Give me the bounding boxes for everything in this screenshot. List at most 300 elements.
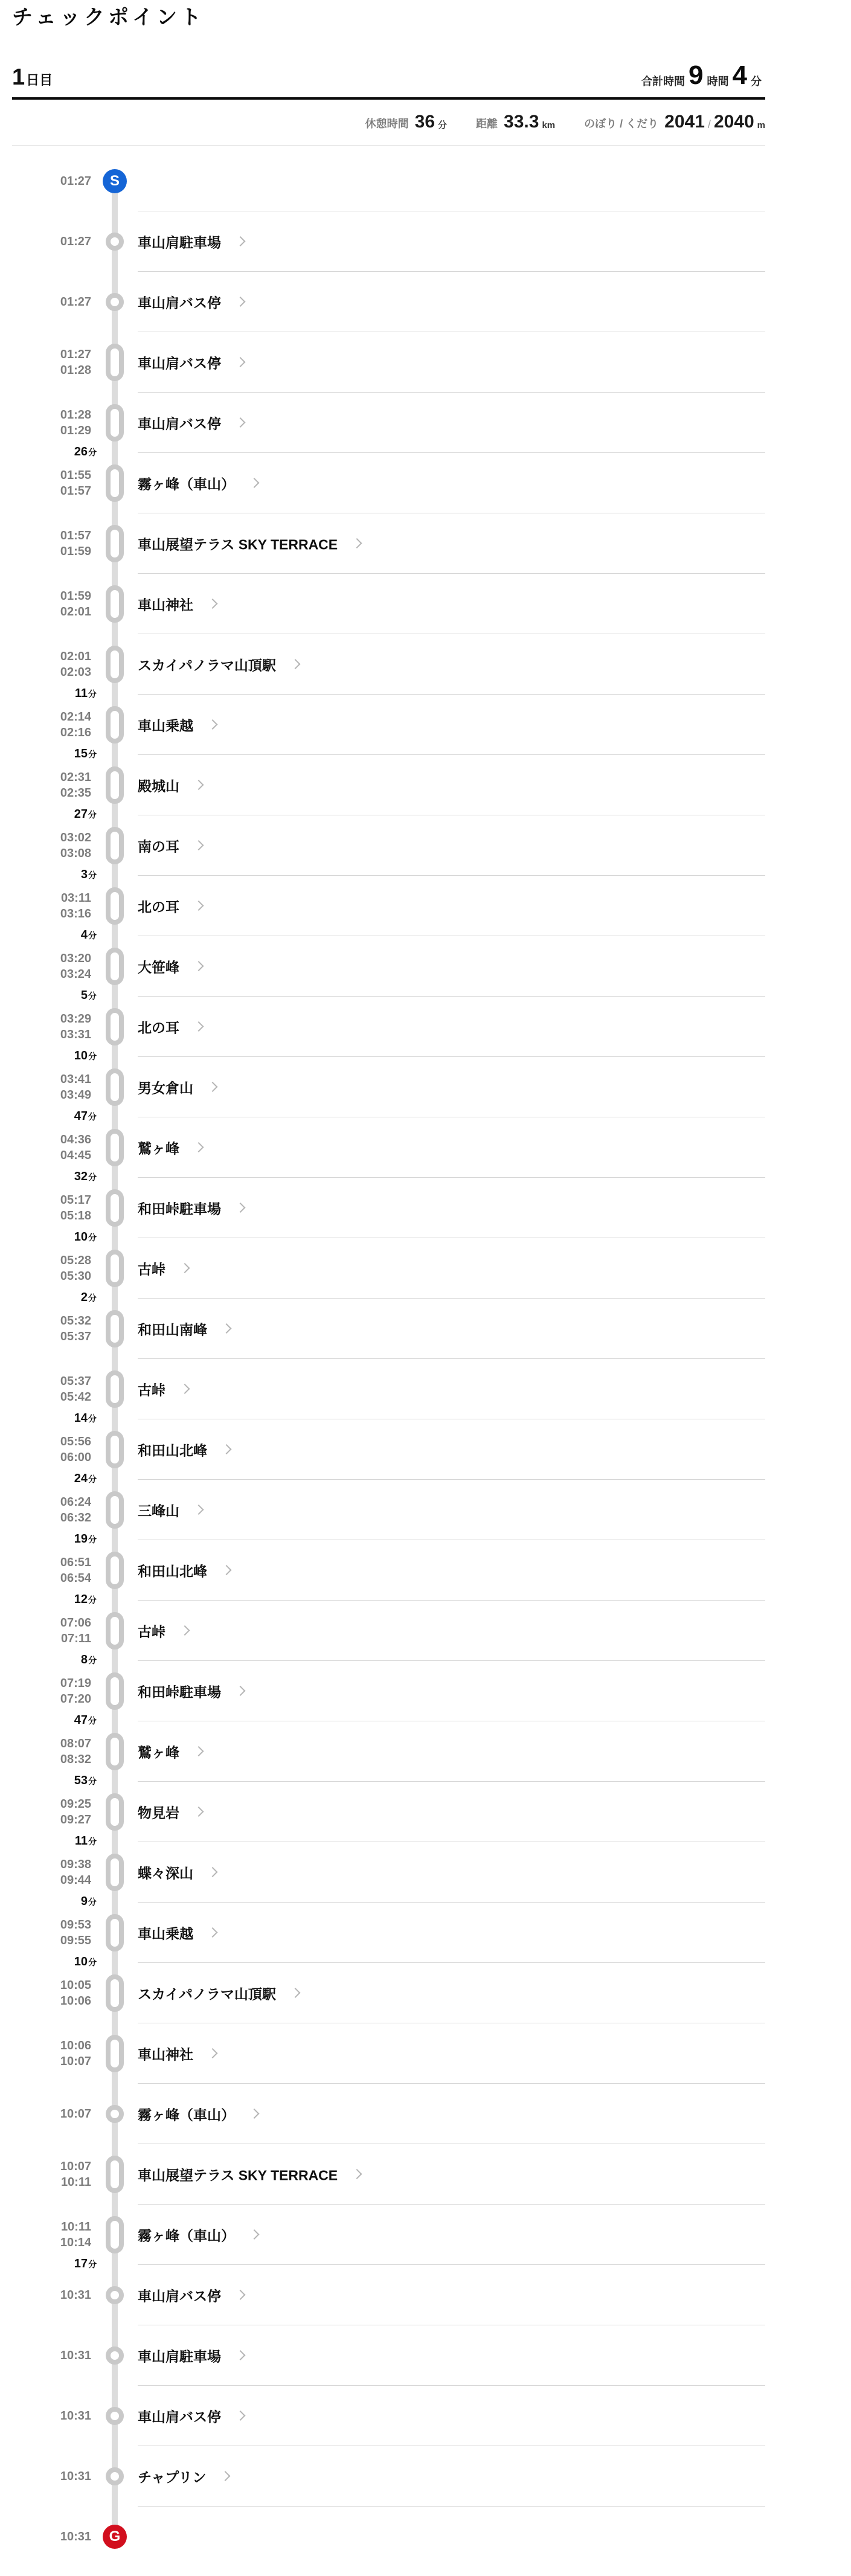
checkpoint-link[interactable]: [138, 896, 202, 916]
checkpoint-label: 車山神社: [138, 597, 193, 612]
checkpoint-node: [106, 948, 124, 985]
leg-duration-unit: 分: [88, 870, 97, 880]
checkpoint-time: 06:32: [60, 1511, 91, 1524]
checkpoint-link[interactable]: [138, 1560, 230, 1580]
stats-row: [12, 113, 765, 131]
checkpoint-node: [106, 344, 124, 381]
goal-node: G: [103, 2525, 127, 2549]
leg-duration-unit: 分: [88, 1957, 97, 1967]
chevron-right-icon: [236, 2350, 246, 2360]
checkpoint-label: 物見岩: [138, 1805, 179, 1820]
checkpoint-node: [106, 1008, 124, 1045]
checkpoint-time: 10:11: [60, 2175, 91, 2189]
checkpoint-times: [60, 2468, 91, 2484]
checkpoint-times: [60, 830, 91, 861]
checkpoint-times: [60, 2159, 91, 2190]
leg-duration-value: 26: [74, 445, 88, 458]
checkpoint-times: [60, 2529, 91, 2545]
checkpoint-times: [60, 2219, 91, 2250]
checkpoint-time: 05:42: [60, 1390, 91, 1404]
chevron-right-icon: [208, 1927, 218, 1938]
leg-duration-value: 47: [74, 1109, 88, 1123]
chevron-right-icon: [194, 1021, 204, 1032]
checkpoint-row: [12, 1842, 765, 1908]
checkpoint-node: [106, 1068, 124, 1106]
checkpoint-row: [12, 1782, 765, 1848]
checkpoint-time: 09:38: [60, 1857, 91, 1871]
checkpoint-times: [60, 407, 91, 438]
leg-duration: [74, 1471, 97, 1488]
checkpoint-row: [12, 755, 765, 821]
checkpoint-link[interactable]: [138, 2466, 229, 2486]
checkpoint-row: [12, 2023, 765, 2084]
chevron-right-icon: [249, 2229, 260, 2240]
checkpoint-link[interactable]: [138, 1319, 230, 1338]
checkpoint-label: 大笹峰: [138, 959, 179, 975]
leg-duration-value: 12: [74, 1592, 88, 1606]
checkpoint-link[interactable]: [138, 2406, 244, 2426]
checkpoint-node: [106, 233, 124, 251]
leg-duration-unit: 分: [88, 991, 97, 1001]
leg-duration-unit: 分: [88, 1172, 97, 1182]
checkpoint-times: [60, 2038, 91, 2069]
checkpoint-time: 03:24: [60, 967, 91, 981]
elevation-stat: [584, 113, 765, 131]
checkpoint-times: [60, 1977, 91, 2009]
chevron-right-icon: [222, 1444, 232, 1454]
leg-duration: [74, 1592, 97, 1608]
leg-duration: [74, 1712, 97, 1729]
checkpoint-times: [60, 1736, 91, 1767]
checkpoint-time: 01:27: [60, 234, 91, 248]
leg-duration-unit: 分: [88, 749, 97, 759]
checkpoint-node: [106, 1250, 124, 1287]
checkpoint-node: [106, 2216, 124, 2253]
checkpoint-time: 10:06: [60, 1994, 91, 2008]
leg-duration-value: 4: [80, 928, 88, 942]
leg-duration-unit: 分: [88, 1534, 97, 1544]
checkpoint-link[interactable]: [138, 594, 216, 614]
checkpoint-link[interactable]: [138, 1439, 230, 1459]
checkpoint-times: [60, 2287, 91, 2303]
leg-duration-value: 10: [74, 1230, 88, 1244]
day-header: [12, 62, 765, 89]
checkpoint-label: 北の耳: [138, 1020, 179, 1035]
checkpoint-node: [106, 525, 124, 562]
chevron-right-icon: [208, 2048, 218, 2058]
checkpoint-times: [60, 951, 91, 982]
checkpoint-label: 車山肩バス停: [138, 2409, 221, 2424]
checkpoint-link[interactable]: [138, 775, 202, 795]
checkpoint-label: 北の耳: [138, 899, 179, 914]
checkpoint-time: 06:00: [60, 1450, 91, 1464]
checkpoint-label: 古峠: [138, 1624, 165, 1639]
chevron-right-icon: [236, 2290, 246, 2300]
leg-duration-value: 8: [80, 1653, 88, 1666]
checkpoint-row: [12, 272, 765, 332]
leg-duration-value: 2: [80, 1290, 88, 1304]
checkpoint-link[interactable]: [138, 1077, 216, 1097]
leg-duration: [74, 746, 97, 763]
leg-duration-value: 17: [74, 2256, 88, 2270]
leg-duration-value: 11: [74, 686, 88, 700]
checkpoint-row: [12, 2265, 765, 2325]
leg-duration: [74, 2256, 97, 2273]
checkpoint-row: [12, 151, 765, 211]
checkpoint-times: [60, 1253, 91, 1284]
checkpoint-link[interactable]: [138, 654, 299, 674]
checkpoint-times: [60, 1494, 91, 1526]
chevron-right-icon: [236, 417, 246, 428]
checkpoint-label: 霧ヶ峰（車山）: [138, 2107, 235, 2122]
checkpoint-row: [12, 997, 765, 1062]
leg-duration-value: 10: [74, 1049, 88, 1062]
checkpoint-time: 09:53: [60, 1918, 91, 1932]
checkpoint-label: チャプリン: [138, 2469, 207, 2485]
leg-duration-unit: 分: [88, 689, 97, 699]
chevron-right-icon: [236, 236, 246, 246]
checkpoint-node: [106, 464, 124, 502]
distance-stat: [476, 113, 555, 131]
leg-duration-unit: 分: [88, 1836, 97, 1846]
chevron-right-icon: [194, 1746, 204, 1756]
checkpoint-label: 霧ヶ峰（車山）: [138, 2228, 235, 2243]
checkpoint-time: 01:57: [60, 528, 91, 542]
checkpoint-time: 10:07: [60, 2159, 91, 2173]
checkpoint-node: [106, 1431, 124, 1468]
leg-duration-unit: 分: [88, 1111, 97, 1122]
leg-duration-value: 24: [74, 1471, 88, 1485]
checkpoint-times: [60, 1675, 91, 1707]
checkpoint-label: 霧ヶ峰（車山）: [138, 476, 235, 492]
checkpoint-link[interactable]: [138, 533, 361, 553]
checkpoint-link[interactable]: [138, 2285, 244, 2305]
checkpoint-link[interactable]: [138, 352, 244, 372]
checkpoint-time: 03:49: [60, 1088, 91, 1102]
checkpoint-node: [106, 293, 124, 311]
checkpoint-node: [106, 1491, 124, 1529]
checkpoint-row: [12, 2386, 765, 2446]
leg-duration-unit: 分: [88, 1051, 97, 1061]
checkpoint-node: [106, 404, 124, 442]
checkpoint-label: 車山肩バス停: [138, 2288, 221, 2304]
checkpoint-label: 車山肩バス停: [138, 355, 221, 371]
leg-duration-value: 47: [74, 1713, 88, 1727]
leg-duration-value: 19: [74, 1532, 88, 1546]
checkpoint-link[interactable]: [138, 1379, 188, 1399]
checkpoint-row: [12, 1903, 765, 1968]
checkpoint-link[interactable]: [138, 2164, 361, 2184]
checkpoint-times: [60, 467, 91, 499]
checkpoint-row: [12, 1661, 765, 1727]
checkpoint-row: [12, 876, 765, 942]
checkpoint-link[interactable]: [138, 2345, 244, 2365]
checkpoint-node: [106, 1612, 124, 1649]
checkpoint-row: [12, 1299, 765, 1359]
checkpoint-node: [106, 2407, 124, 2425]
checkpoint-row: [12, 2325, 765, 2386]
checkpoint-node: [106, 585, 124, 623]
leg-duration-unit: 分: [88, 447, 97, 457]
checkpoint-link[interactable]: [138, 1137, 202, 1157]
checkpoint-times: [60, 649, 91, 680]
day-divider: [12, 97, 765, 100]
checkpoint-row: [12, 211, 765, 272]
checkpoint-label: 和田山北峰: [138, 1563, 207, 1579]
checkpoint-row: [12, 1117, 765, 1183]
rest-time-unit: 分: [438, 120, 448, 130]
checkpoint-node: [106, 1310, 124, 1347]
checkpoint-time: 09:25: [60, 1797, 91, 1811]
checkpoint-time: 01:27: [60, 174, 91, 188]
checkpoint-time: 01:29: [60, 423, 91, 437]
chevron-right-icon: [194, 840, 204, 850]
checkpoint-times: [60, 294, 91, 310]
checkpoint-node: [106, 1552, 124, 1589]
checkpoint-time: 06:51: [60, 1555, 91, 1569]
total-hours-value: 9: [689, 60, 704, 90]
chevron-right-icon: [194, 961, 204, 971]
checkpoint-node: [106, 706, 124, 744]
checkpoint-label: 鷲ヶ峰: [138, 1744, 179, 1760]
leg-duration: [74, 1531, 97, 1548]
chevron-right-icon: [208, 1867, 218, 1877]
checkpoint-time: 05:56: [60, 1434, 91, 1448]
checkpoint-time: 02:16: [60, 725, 91, 739]
checkpoint-time: 10:07: [60, 2054, 91, 2068]
checkpoint-link[interactable]: [138, 1983, 299, 2003]
checkpoint-time: 02:01: [60, 649, 91, 663]
checkpoint-node: [106, 1370, 124, 1408]
checkpoint-label: スカイパノラマ山頂駅: [138, 657, 276, 673]
checkpoint-times: [60, 588, 91, 620]
checkpoint-link[interactable]: [138, 1802, 202, 1822]
timeline: [12, 151, 765, 2571]
checkpoint-link[interactable]: [138, 473, 258, 493]
checkpoint-times: [60, 1555, 91, 1586]
chevron-right-icon: [236, 2411, 246, 2421]
checkpoint-time: 03:02: [60, 830, 91, 844]
checkpoint-time: 10:07: [60, 2107, 91, 2121]
checkpoint-link[interactable]: [138, 1681, 244, 1701]
checkpoint-link[interactable]: [138, 2224, 258, 2244]
chevron-right-icon: [180, 1263, 190, 1273]
checkpoint-node: [106, 1733, 124, 1770]
checkpoint-time: 09:44: [60, 1873, 91, 1887]
checkpoint-node: [106, 2346, 124, 2365]
checkpoint-time: 03:31: [60, 1027, 91, 1041]
checkpoint-time: 04:45: [60, 1148, 91, 1162]
elevation-slash: /: [707, 118, 711, 130]
checkpoint-times: [60, 1011, 91, 1042]
leg-duration: [81, 927, 97, 944]
leg-duration-value: 15: [74, 747, 88, 760]
leg-duration: [75, 1833, 97, 1850]
checkpoint-time: 08:07: [60, 1736, 91, 1750]
leg-duration-value: 27: [74, 807, 88, 821]
checkpoint-label: 車山乗越: [138, 718, 193, 733]
leg-duration: [74, 1108, 97, 1125]
checkpoint-link[interactable]: [138, 956, 202, 976]
checkpoint-row: [12, 695, 765, 760]
checkpoint-time: 03:41: [60, 1072, 91, 1086]
leg-duration: [74, 1410, 97, 1427]
checkpoint-node: [106, 887, 124, 925]
checkpoint-link[interactable]: [138, 1017, 202, 1036]
checkpoint-time: 02:31: [60, 770, 91, 784]
chevron-right-icon: [222, 1565, 232, 1575]
checkpoint-label: 車山肩バス停: [138, 416, 221, 431]
chevron-right-icon: [249, 2109, 260, 2119]
checkpoint-link[interactable]: [138, 2043, 216, 2063]
checkpoint-time: 03:20: [60, 951, 91, 965]
checkpoint-time: 05:28: [60, 1253, 91, 1267]
leg-duration-unit: 分: [88, 1655, 97, 1665]
checkpoint-label: 車山乗越: [138, 1926, 193, 1941]
chevron-right-icon: [290, 659, 300, 669]
checkpoint-time: 08:32: [60, 1752, 91, 1766]
checkpoint-times: [60, 2408, 91, 2424]
leg-duration: [74, 444, 97, 461]
ascent-value: 2041: [664, 111, 705, 132]
checkpoint-link[interactable]: [138, 292, 244, 312]
checkpoint-times: [60, 347, 91, 378]
checkpoint-time: 10:05: [60, 1978, 91, 1992]
checkpoint-link[interactable]: [138, 1741, 202, 1761]
checkpoint-time: 02:03: [60, 665, 91, 679]
elevation-unit: m: [757, 120, 765, 130]
checkpoint-link[interactable]: [138, 715, 216, 734]
checkpoint-label: 車山肩駐車場: [138, 234, 221, 250]
checkpoint-time: 10:14: [60, 2235, 91, 2249]
checkpoint-label: 和田峠駐車場: [138, 1201, 221, 1216]
checkpoint-time: 09:55: [60, 1933, 91, 1947]
checkpoint-label: 車山展望テラス SKY TERRACE: [138, 536, 338, 552]
chevron-right-icon: [208, 719, 218, 730]
leg-duration: [74, 1169, 97, 1186]
checkpoint-label: 殿城山: [138, 778, 179, 794]
checkpoint-row: [12, 393, 765, 458]
chevron-right-icon: [180, 1625, 190, 1636]
leg-duration-value: 10: [74, 1954, 88, 1968]
checkpoint-link[interactable]: [138, 1198, 244, 1218]
checkpoint-times: [60, 1917, 91, 1948]
checkpoint-link[interactable]: [138, 1862, 216, 1882]
checkpoint-row: [12, 1540, 765, 1606]
chevron-right-icon: [194, 901, 204, 911]
checkpoint-label: スカイパノラマ山頂駅: [138, 1986, 276, 2002]
leg-duration: [81, 988, 97, 1004]
checkpoint-row: [12, 1601, 765, 1666]
chevron-right-icon: [208, 1082, 218, 1092]
checkpoint-times: [60, 709, 91, 740]
distance-label: 距離: [476, 117, 498, 130]
checkpoint-link[interactable]: [138, 413, 244, 432]
checkpoint-label: 車山展望テラス SKY TERRACE: [138, 2167, 338, 2183]
checkpoint-row: [12, 1359, 765, 1425]
checkpoint-link[interactable]: [138, 1922, 216, 1942]
chevron-right-icon: [236, 1686, 246, 1696]
checkpoint-link[interactable]: [138, 835, 202, 855]
leg-duration-unit: 分: [88, 2259, 97, 2269]
checkpoint-label: 古峠: [138, 1382, 165, 1398]
leg-duration: [81, 1652, 97, 1669]
leg-duration: [81, 1290, 97, 1306]
checkpoint-time: 01:28: [60, 408, 91, 422]
leg-duration: [74, 1229, 97, 1246]
checkpoint-row: [12, 1721, 765, 1787]
checkpoint-time: 01:55: [60, 468, 91, 482]
leg-duration-unit: 分: [88, 809, 97, 820]
checkpoint-time: 10:11: [60, 2220, 91, 2234]
leg-duration-unit: 分: [88, 1293, 97, 1303]
checkpoint-time: 05:30: [60, 1269, 91, 1283]
checkpoint-time: 06:24: [60, 1495, 91, 1509]
checkpoint-times: [60, 1132, 91, 1163]
checkpoint-times: [60, 528, 91, 559]
checkpoint-time: 05:18: [60, 1209, 91, 1222]
chevron-right-icon: [222, 1323, 232, 1334]
checkpoint-time: 07:06: [60, 1616, 91, 1630]
rest-time-value: 36: [414, 111, 435, 132]
checkpoint-time: 05:37: [60, 1374, 91, 1388]
checkpoint-row: [12, 1480, 765, 1546]
checkpoint-node: [106, 2035, 124, 2072]
leg-duration-value: 5: [80, 988, 88, 1002]
checkpoint-node: [106, 1974, 124, 2012]
checkpoint-row: [12, 1057, 765, 1123]
checkpoint-node: [106, 1914, 124, 1951]
day-suffix: 日目: [26, 72, 53, 88]
checkpoint-label: 古峠: [138, 1261, 165, 1277]
hours-unit: 時間: [707, 75, 729, 88]
chevron-right-icon: [352, 2169, 362, 2179]
checkpoint-node: [106, 827, 124, 864]
chevron-right-icon: [236, 1203, 246, 1213]
checkpoint-node: [106, 2467, 124, 2485]
checkpoint-link[interactable]: [138, 231, 244, 251]
leg-duration-unit: 分: [88, 1474, 97, 1484]
checkpoint-time: 05:37: [60, 1329, 91, 1343]
chevron-right-icon: [352, 538, 362, 548]
checkpoint-link[interactable]: [138, 1500, 202, 1520]
checkpoint-time: 07:19: [60, 1676, 91, 1690]
checkpoint-node: [106, 646, 124, 683]
leg-duration-unit: 分: [88, 1413, 97, 1424]
leg-duration-unit: 分: [88, 1595, 97, 1605]
leg-duration-unit: 分: [88, 930, 97, 940]
checkpoint-node: [106, 2156, 124, 2193]
checkpoint-time: 03:11: [60, 891, 91, 905]
checkpoint-label: 車山肩バス停: [138, 295, 221, 310]
chevron-right-icon: [194, 1142, 204, 1152]
checkpoint-time: 04:36: [60, 1132, 91, 1146]
checkpoint-times: [60, 1313, 91, 1344]
checkpoint-link[interactable]: [138, 2104, 258, 2124]
chevron-right-icon: [180, 1384, 190, 1394]
checkpoint-times: [60, 1857, 91, 1888]
checkpoint-time: 10:31: [60, 2288, 91, 2302]
checkpoint-time: 02:14: [60, 710, 91, 724]
checkpoint-label: 和田山南峰: [138, 1322, 207, 1337]
chevron-right-icon: [236, 357, 246, 367]
checkpoint-link[interactable]: [138, 1620, 188, 1640]
checkpoint-page: [12, 0, 765, 2571]
chevron-right-icon: [290, 1988, 300, 1998]
checkpoint-times: [60, 890, 91, 922]
checkpoint-link[interactable]: [138, 1258, 188, 1278]
leg-duration-unit: 分: [88, 1232, 97, 1242]
